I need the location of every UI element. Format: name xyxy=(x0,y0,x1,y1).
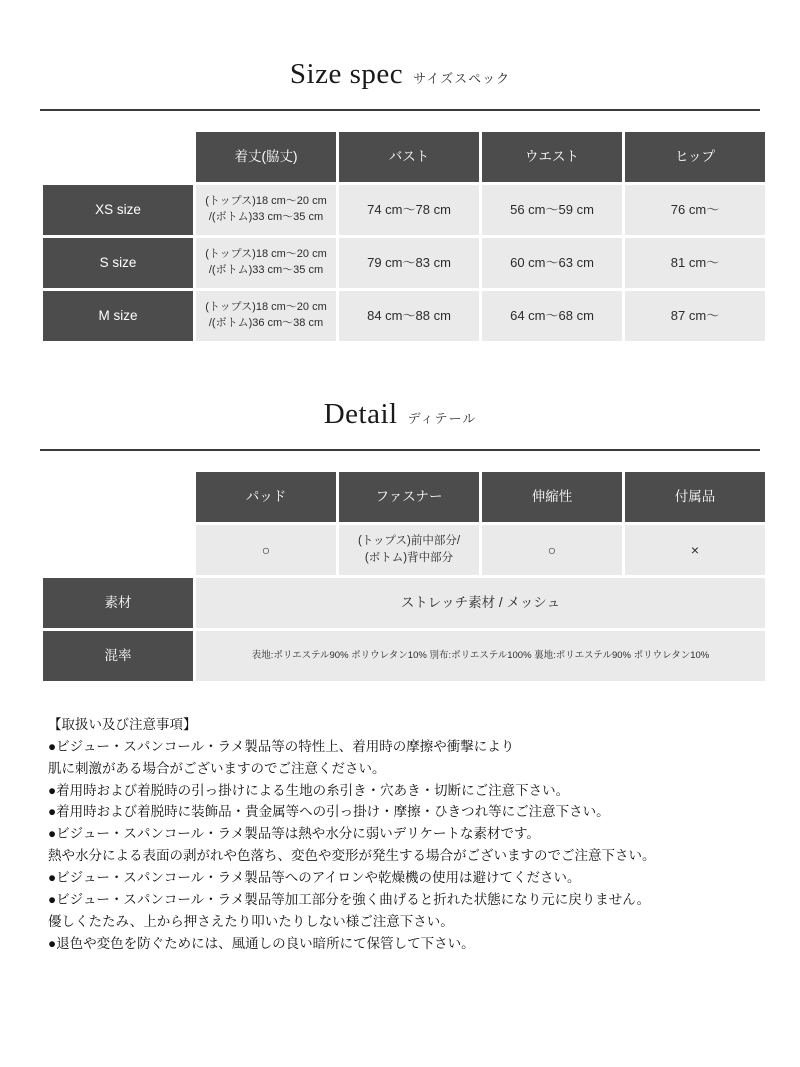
cell-zipper-line1: (トップス)前中部分/ xyxy=(357,534,461,547)
cell-m-bust: 84 cm〜88 cm xyxy=(339,291,479,341)
column-header-hip: ヒップ xyxy=(625,132,765,182)
corner-spacer xyxy=(43,132,193,182)
table-header-row xyxy=(43,472,765,522)
table-row xyxy=(43,631,765,681)
cell-stretch-value: ○ xyxy=(482,525,622,575)
row-header-s: S size xyxy=(43,238,193,288)
detail-title-en: Detail xyxy=(323,398,398,430)
column-header-stretch: 伸縮性 xyxy=(482,472,622,522)
detail-table-wrap xyxy=(40,469,760,684)
column-header-pad: パッド xyxy=(196,472,336,522)
table-row xyxy=(43,185,765,235)
cell-xs-bust: 74 cm〜78 cm xyxy=(339,185,479,235)
care-note-line: 熱や水分による表面の剥がれや色落ち、変色や変形が発生する場合がございますのでご注意下さい。 xyxy=(48,848,656,864)
column-header-bust: バスト xyxy=(339,132,479,182)
cell-pad-value: ○ xyxy=(196,525,336,575)
care-note-line: ●ビジュー・スパンコール・ラメ製品等の特性上、着用時の摩擦や衝撃により xyxy=(48,738,515,754)
cell-m-waist: 64 cm〜68 cm xyxy=(482,291,622,341)
column-header-accessory: 付属品 xyxy=(625,472,765,522)
size-spec-heading xyxy=(40,0,760,111)
cell-xs-length xyxy=(196,185,336,235)
row-header-xs: XS size xyxy=(43,185,193,235)
column-header-zipper: ファスナー xyxy=(339,472,479,522)
care-note-line: ●着用時および着脱時の引っ掛けによる生地の糸引き・穴あき・切断にご注意下さい。 xyxy=(48,782,570,798)
cell-s-bust: 79 cm〜83 cm xyxy=(339,238,479,288)
corner-spacer-detail xyxy=(43,472,193,522)
care-notes-title: 【取扱い及び注意事項】 xyxy=(48,717,197,732)
size-spec-title-jp: サイズスペック xyxy=(413,71,511,86)
detail-title-row xyxy=(40,398,760,431)
size-spec-table xyxy=(40,129,768,344)
cell-s-length-line2: /(ボトム)33 cm〜35 cm xyxy=(208,264,324,276)
cell-m-length-line2: /(ボトム)36 cm〜38 cm xyxy=(208,317,324,329)
cell-accessory-value: × xyxy=(625,525,765,575)
cell-xs-hip: 76 cm〜 xyxy=(625,185,765,235)
size-spec-title-row xyxy=(40,58,760,91)
care-note-line: ●ビジュー・スパンコール・ラメ製品等加工部分を強く曲げると折れた状態になり元に戻りません。 xyxy=(48,891,651,907)
detail-table xyxy=(40,469,768,684)
cell-zipper-line2: (ボトム)背中部分 xyxy=(364,552,454,564)
care-note-line: ●退色や変色を防ぐためには、風通しの良い暗所にて保管して下さい。 xyxy=(48,935,475,951)
cell-zipper-value xyxy=(339,525,479,575)
cell-blend-value: 表地:ポリエステル90% ポリウレタン10% 別布:ポリエステル100% 裏地:ポリエステル90% ポリウレタン10% xyxy=(196,631,765,681)
column-header-waist: ウエスト xyxy=(482,132,622,182)
care-note-line: ●ビジュー・スパンコール・ラメ製品等へのアイロンや乾燥機の使用は避けてください。 xyxy=(48,870,581,886)
care-note-line: ●ビジュー・スパンコール・ラメ製品等は熱や水分に弱いデリケートな素材です。 xyxy=(48,826,540,842)
cell-s-hip: 81 cm〜 xyxy=(625,238,765,288)
size-spec-divider xyxy=(40,109,760,111)
size-spec-table-wrap xyxy=(40,129,760,344)
table-header-row xyxy=(43,132,765,182)
row-header-blend: 混率 xyxy=(43,631,193,681)
cell-m-length xyxy=(196,291,336,341)
cell-material-value: ストレッチ素材 / メッシュ xyxy=(196,578,765,628)
care-note-line: 肌に刺激がある場合がございますのでご注意ください。 xyxy=(48,760,386,776)
cell-s-length-line1: (トップス)18 cm〜20 cm xyxy=(205,248,327,261)
table-row xyxy=(43,578,765,628)
cell-xs-waist: 56 cm〜59 cm xyxy=(482,185,622,235)
care-note-line: 優しくたたみ、上から押さえたり叩いたりしない様ご注意下さい。 xyxy=(48,913,454,929)
detail-divider xyxy=(40,449,760,451)
care-notes xyxy=(48,714,760,954)
cell-xs-length-line2: /(ボトム)33 cm〜35 cm xyxy=(208,211,324,223)
row-header-material: 素材 xyxy=(43,578,193,628)
detail-heading xyxy=(40,344,760,451)
cell-xs-length-line1: (トップス)18 cm〜20 cm xyxy=(205,195,327,208)
row-header-m: M size xyxy=(43,291,193,341)
table-row xyxy=(43,238,765,288)
table-row xyxy=(43,525,765,575)
detail-title-jp: ディテール xyxy=(407,411,477,426)
table-row xyxy=(43,291,765,341)
column-header-length: 着丈(脇丈) xyxy=(196,132,336,182)
cell-s-waist: 60 cm〜63 cm xyxy=(482,238,622,288)
cell-m-hip: 87 cm〜 xyxy=(625,291,765,341)
care-note-line: ●着用時および着脱時に装飾品・貴金属等への引っ掛け・摩擦・ひきつれ等にご注意下さい。 xyxy=(48,804,610,820)
cell-s-length xyxy=(196,238,336,288)
row-spacer-detail xyxy=(43,525,193,575)
cell-m-length-line1: (トップス)18 cm〜20 cm xyxy=(205,301,327,314)
size-spec-title-en: Size spec xyxy=(289,58,404,90)
